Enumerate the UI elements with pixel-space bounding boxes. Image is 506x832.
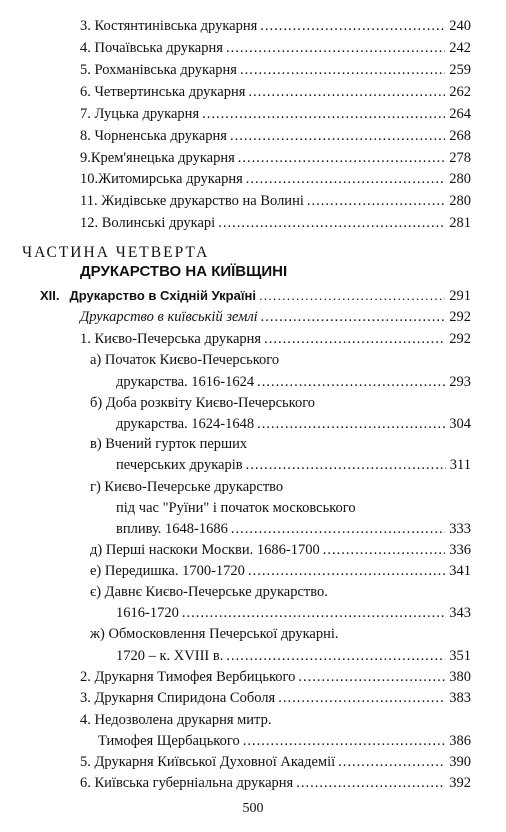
sub-entry-title: е) Передишка. 1700-1720 bbox=[90, 563, 245, 579]
toc-entry bbox=[80, 212, 471, 234]
toc-entry bbox=[80, 81, 471, 103]
toc-entry-line: 4. Недозволена друкарня митр. bbox=[80, 712, 272, 728]
sub-entry bbox=[116, 645, 471, 667]
toc-page-number: 280 bbox=[449, 193, 471, 209]
toc-entry bbox=[80, 59, 471, 81]
sub-entry-title: 1720 – к. XVIII в. bbox=[116, 648, 224, 664]
toc-leader bbox=[202, 103, 445, 125]
toc-entry-title: 3. Костянтинівська друкарня bbox=[80, 18, 258, 34]
toc-entry-title: 12. Волинські друкарі bbox=[80, 215, 216, 231]
toc-leader bbox=[257, 413, 445, 435]
toc-entry bbox=[80, 190, 471, 212]
sub-entry bbox=[116, 454, 471, 476]
sub-entry-line: є) Давнє Києво-Печерське друкарство. bbox=[90, 584, 328, 600]
toc-page-number: 343 bbox=[449, 605, 471, 621]
sub-entry-line: ж) Обмосковлення Печерської друкарні. bbox=[90, 626, 339, 642]
toc-entry-title: 6. Київська губерніальна друкарня bbox=[80, 775, 294, 791]
toc-page-number: 240 bbox=[449, 18, 471, 34]
toc-page-number: 259 bbox=[449, 62, 471, 78]
sub-entry-line: б) Доба розквіту Києво-Печерського bbox=[90, 395, 316, 411]
sub-entry bbox=[90, 539, 471, 561]
sub-entry-line: а) Початок Києво-Печерського bbox=[90, 352, 280, 368]
sub-entry bbox=[116, 371, 471, 393]
toc-entry-title: 11. Жидівське друкарство на Волині bbox=[80, 193, 304, 209]
toc-entry bbox=[80, 666, 471, 688]
toc-leader bbox=[240, 59, 445, 81]
toc-page-number: 336 bbox=[449, 542, 471, 558]
sub-entry bbox=[116, 602, 471, 624]
section-title: Друкарство в київській землі bbox=[80, 309, 258, 325]
toc-entry bbox=[80, 772, 471, 794]
toc-leader bbox=[323, 539, 446, 561]
sub-entry-line: г) Києво-Печерське друкарство bbox=[90, 479, 284, 495]
toc-page-number: 280 bbox=[449, 171, 471, 187]
toc-entry-title: 10.Житомирська друкарня bbox=[80, 171, 243, 187]
toc-leader bbox=[260, 15, 445, 37]
toc-entry bbox=[80, 37, 471, 59]
sub-entry bbox=[116, 518, 471, 540]
toc-entry bbox=[80, 687, 471, 709]
sub-entry-title: д) Перші наскоки Москви. 1686-1700 bbox=[90, 542, 320, 558]
toc-entry-title: 6. Четвертинська друкарня bbox=[80, 84, 246, 100]
chapter-title: Друкарство в Східній Україні bbox=[69, 288, 256, 303]
toc-leader bbox=[218, 212, 445, 234]
toc-page-number: 292 bbox=[449, 331, 471, 347]
toc-leader bbox=[264, 328, 445, 350]
toc-page-number: 311 bbox=[449, 457, 471, 473]
toc-leader bbox=[246, 454, 446, 476]
toc-leader bbox=[243, 730, 446, 752]
toc-page-number: 292 bbox=[449, 309, 471, 325]
sub-entry-title: печерських друкарів bbox=[116, 457, 243, 473]
toc-page-number: 341 bbox=[449, 563, 471, 579]
sub-entry bbox=[90, 560, 471, 582]
toc-entry-title: 5. Друкарня Київської Духовної Академії bbox=[80, 754, 336, 770]
toc-page-number: 278 bbox=[449, 150, 471, 166]
sub-entry-title: друкарства. 1624-1648 bbox=[116, 416, 255, 432]
toc-page-number: 333 bbox=[449, 521, 471, 537]
toc-leader bbox=[226, 645, 445, 667]
toc-page-number: 291 bbox=[449, 288, 471, 304]
toc-leader bbox=[338, 751, 445, 773]
toc-page-number: 392 bbox=[449, 775, 471, 791]
part-heading: ЧАСТИНА ЧЕТВЕРТА bbox=[22, 244, 210, 261]
part-title: ДРУКАРСТВО НА КИЇВЩИНІ bbox=[80, 263, 288, 280]
toc-page-number: 281 bbox=[449, 215, 471, 231]
toc-leader bbox=[238, 147, 445, 169]
sub-entry-line: під час "Руїни" і початок московського bbox=[116, 500, 356, 516]
toc-leader bbox=[296, 772, 445, 794]
toc-entry bbox=[80, 751, 471, 773]
toc-leader bbox=[248, 560, 445, 582]
toc-leader bbox=[230, 125, 445, 147]
toc-entry-title: 3. Друкарня Спиридона Соболя bbox=[80, 690, 276, 706]
toc-leader bbox=[307, 190, 445, 212]
toc-page-number: 304 bbox=[449, 416, 471, 432]
toc-leader bbox=[226, 37, 445, 59]
toc-page-number: 262 bbox=[449, 84, 471, 100]
sub-entry bbox=[116, 413, 471, 435]
toc-page-number: 351 bbox=[449, 648, 471, 664]
toc-leader bbox=[278, 687, 445, 709]
toc-entry bbox=[80, 15, 471, 37]
toc-page-number: 293 bbox=[449, 374, 471, 390]
toc-entry-title: 5. Рохманівська друкарня bbox=[80, 62, 237, 78]
sub-entry-title: 1616-1720 bbox=[116, 605, 179, 621]
toc-entry bbox=[80, 328, 471, 350]
toc-page-number: 386 bbox=[449, 733, 471, 749]
section-entry bbox=[80, 306, 471, 328]
toc-entry bbox=[80, 103, 471, 125]
toc-entry-title: 9.Крем'янецька друкарня bbox=[80, 150, 235, 166]
toc-leader bbox=[231, 518, 445, 540]
chapter-entry bbox=[40, 285, 471, 307]
chapter-number: XII. bbox=[40, 288, 60, 303]
sub-entry-title: друкарства. 1616-1624 bbox=[116, 374, 255, 390]
toc-leader bbox=[182, 602, 445, 624]
toc-page-number: 242 bbox=[449, 40, 471, 56]
toc-page-number: 264 bbox=[449, 106, 471, 122]
toc-entry bbox=[80, 125, 471, 147]
toc-entry bbox=[80, 147, 471, 169]
toc-entry-title: 2. Друкарня Тимофея Вербицького bbox=[80, 669, 296, 685]
toc-leader bbox=[257, 371, 445, 393]
toc-entry-title: 1. Києво-Печерська друкарня bbox=[80, 331, 262, 347]
sub-entry-line: в) Вчений гурток перших bbox=[90, 436, 248, 452]
toc-leader bbox=[248, 81, 445, 103]
toc-leader bbox=[298, 666, 445, 688]
toc-page-number: 390 bbox=[449, 754, 471, 770]
toc-entry bbox=[98, 730, 471, 752]
toc-entry-title: 7. Луцька друкарня bbox=[80, 106, 200, 122]
toc-page-number: 268 bbox=[449, 128, 471, 144]
toc-leader bbox=[261, 306, 446, 328]
toc-entry-title: 4. Почаївська друкарня bbox=[80, 40, 223, 56]
toc-leader bbox=[246, 168, 446, 190]
toc-entry-title: Тимофея Щербацького bbox=[98, 733, 240, 749]
toc-entry-title: 8. Чорненська друкарня bbox=[80, 128, 227, 144]
page-number: 500 bbox=[242, 801, 264, 816]
toc-page-number: 380 bbox=[449, 669, 471, 685]
toc-entry bbox=[80, 168, 471, 190]
toc-page-number: 383 bbox=[449, 690, 471, 706]
toc-leader bbox=[259, 285, 445, 307]
sub-entry-title: впливу. 1648-1686 bbox=[116, 521, 228, 537]
